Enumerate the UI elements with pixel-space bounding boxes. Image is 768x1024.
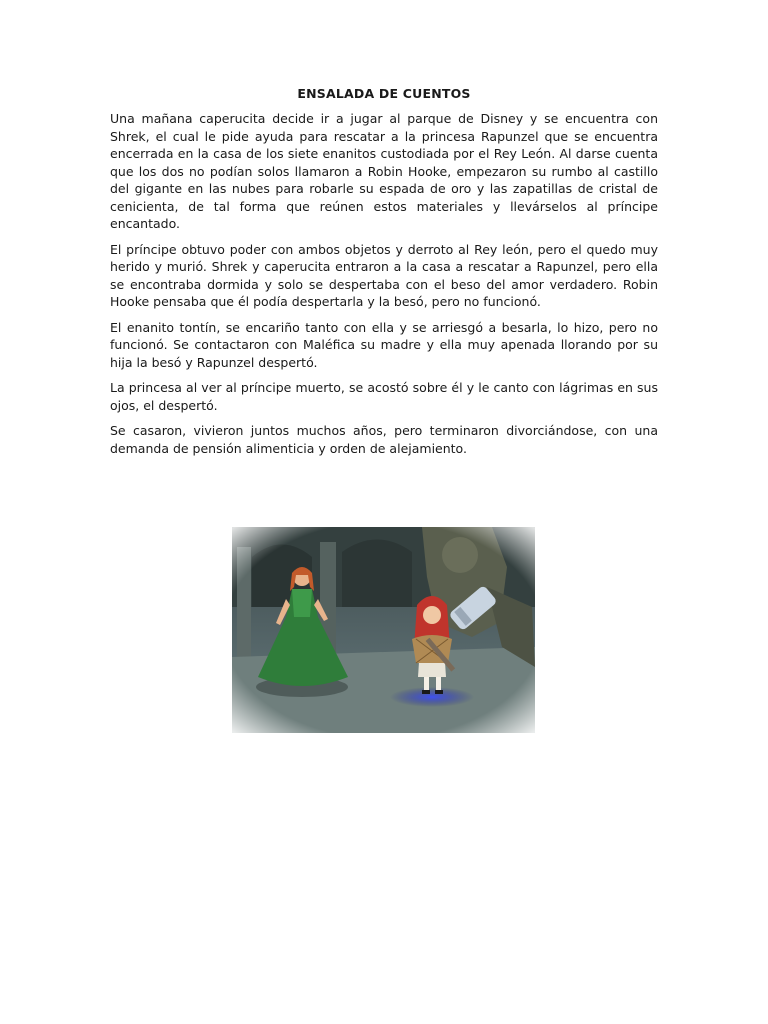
paragraph-5: Se casaron, vivieron juntos muchos años, pero terminaron divorciándose, con una demanda de pensión alimenticia y orden de alejamiento.	[110, 423, 658, 456]
document-title: ENSALADA DE CUENTOS	[297, 86, 471, 101]
paragraph-4: La princesa al ver al príncipe muerto, se acostó sobre él y le canto con lágrimas en sus ojos, el despertó.	[110, 380, 658, 413]
paragraph-1: Una mañana caperucita decide ir a jugar al parque de Disney y se encuentra con Shrek, el cual le pide ayuda para rescatar a la princesa Rapunzel que se encuentra encerrada en la casa de los siete enanitos custodiada por el Rey León. Al darse cuenta que los dos no podían solos llamaron a Robin Hooke, empezaron su rumbo al castillo del gigante en las nubes para robarle su espada de oro y las zapatillas de cristal de cenicienta, de tal forma que reúnen estos materiales y llevárselos al príncipe encantado.	[110, 111, 658, 231]
scene-vignette	[232, 527, 535, 733]
paragraph-3: El enanito tontín, se encariño tanto con ella y se arriesgó a besarla, lo hizo, pero no funcionó. Se contactaron con Maléfica su madre y ella muy apenada llorando por su hija la besó y Rapunzel despertó.	[110, 319, 658, 370]
document-body	[110, 110, 658, 465]
game-scene-illustration	[232, 527, 535, 733]
paragraph-2: El príncipe obtuvo poder con ambos objetos y derroto al Rey león, pero el quedo muy herido y murió. Shrek y caperucita entraron a la casa a rescatar a Rapunzel, pero ella se encontraba dormida y solo se despertaba con el beso del amor verdadero. Robin Hooke pensaba que él podía despertarla y la besó, pero no funcionó.	[110, 241, 658, 309]
scene-svg	[232, 527, 535, 733]
